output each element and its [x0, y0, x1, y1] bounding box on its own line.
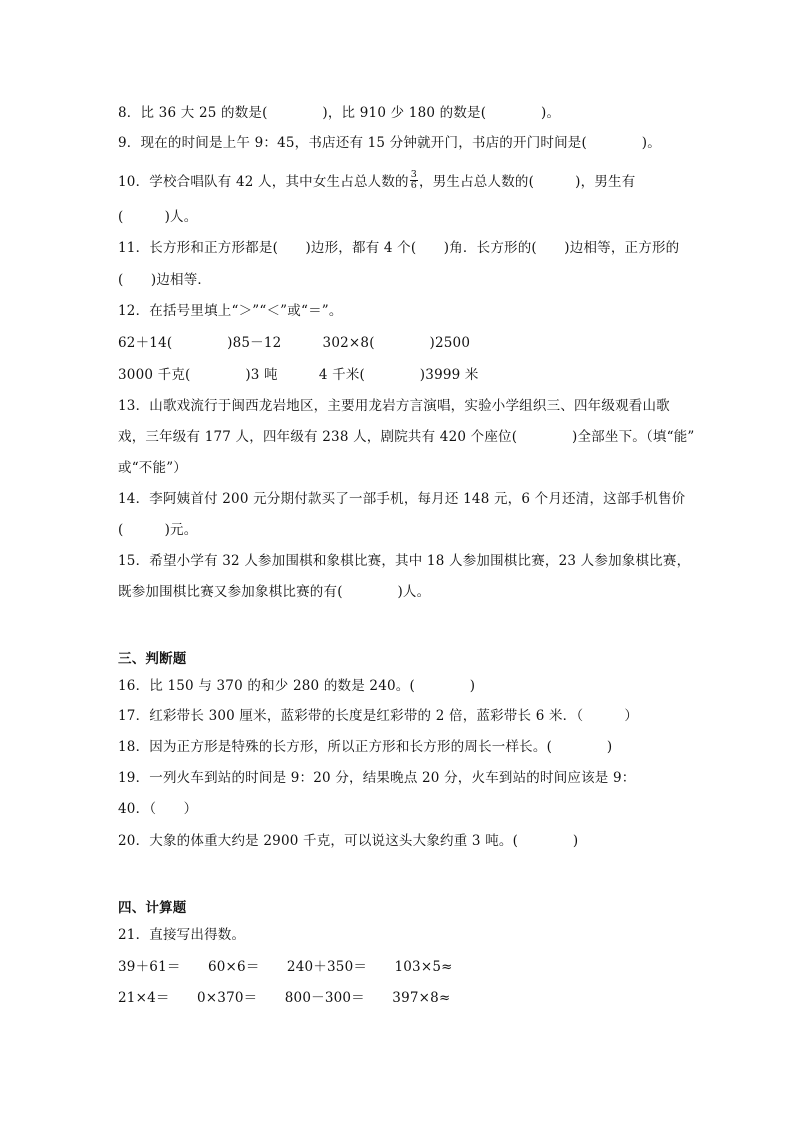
question-12: 12．在括号里填上“＞”“＜”或“＝”。 — [118, 303, 343, 319]
question-16: 16．比 150 与 370 的和少 280 的数是 240。( ) — [118, 678, 476, 694]
question-14-line-1: 14．李阿姨首付 200 元分期付款买了一部手机，每月还 148 元，6 个月还清，这部手机售价 — [118, 491, 686, 507]
question-13-line-3: 或“不能”） — [118, 460, 188, 476]
question-10-line-1 — [118, 169, 636, 193]
question-10-suffix: ，男生占总人数的( )，男生有 — [419, 174, 636, 190]
fraction-three-sixths — [410, 170, 418, 191]
question-17: 17．红彩带长 300 厘米，蓝彩带的长度是红彩带的 2 倍，蓝彩带长 6 米．（ ） — [118, 708, 639, 724]
question-19-line-1: 19．一列火车到站的时间是 9：20 分，结果晚点 20 分，火车到站的时间应该是 9： — [118, 770, 636, 786]
question-13-line-2: 戏，三年级有 177 人，四年级有 238 人，剧院共有 420 个座位( )全部坐下。（填“能” — [118, 429, 695, 445]
question-18: 18．因为正方形是特殊的长方形，所以正方形和长方形的周长一样长。( ) — [118, 739, 613, 755]
fraction-numerator: 3 — [410, 169, 417, 180]
question-21-row-1: 39＋61＝ 60×6＝ 240＋350＝ 103×5≈ — [118, 959, 453, 975]
fraction-denominator: 6 — [410, 180, 417, 191]
question-12-row-2: 3000 千克( )3 吨 4 千米( )3999 米 — [118, 367, 479, 383]
question-10-line-2: ( )人。 — [118, 209, 198, 225]
question-15-line-2: 既参加围棋比赛又参加象棋比赛的有( )人。 — [118, 584, 431, 600]
question-21: 21．直接写出得数。 — [118, 927, 246, 943]
section-heading-judge: 三、判断题 — [118, 651, 187, 667]
question-14-line-2: ( )元。 — [118, 522, 198, 538]
question-19-line-2: 40．（ ） — [118, 801, 198, 817]
question-8: 8．比 36 大 25 的数是( )，比 910 少 180 的数是( )。 — [118, 105, 561, 121]
question-11-line-1: 11．长方形和正方形都是( )边形，都有 4 个( )角．长方形的( )边相等，正方形的 — [118, 240, 680, 256]
question-9: 9．现在的时间是上午 9：45，书店还有 15 分钟就开门，书店的开门时间是( )。 — [118, 135, 661, 151]
question-20: 20．大象的体重大约是 2900 千克，可以说这头大象约重 3 吨。( ) — [118, 833, 579, 849]
section-heading-calc: 四、计算题 — [118, 900, 187, 916]
question-12-row-1: 62＋14( )85－12 302×8( )2500 — [118, 335, 471, 351]
question-11-line-2: ( )边相等． — [118, 272, 212, 288]
question-10-prefix: 10．学校合唱队有 42 人，其中女生占总人数的 — [118, 174, 409, 190]
question-21-row-2: 21×4＝ 0×370＝ 800－300＝ 397×8≈ — [118, 990, 451, 1006]
question-13-line-1: 13．山歌戏流行于闽西龙岩地区，主要用龙岩方言演唱，实验小学组织三、四年级观看山歌 — [118, 398, 670, 414]
question-15-line-1: 15．希望小学有 32 人参加围棋和象棋比赛，其中 18 人参加围棋比赛，23 人参加象棋比赛， — [118, 553, 691, 569]
